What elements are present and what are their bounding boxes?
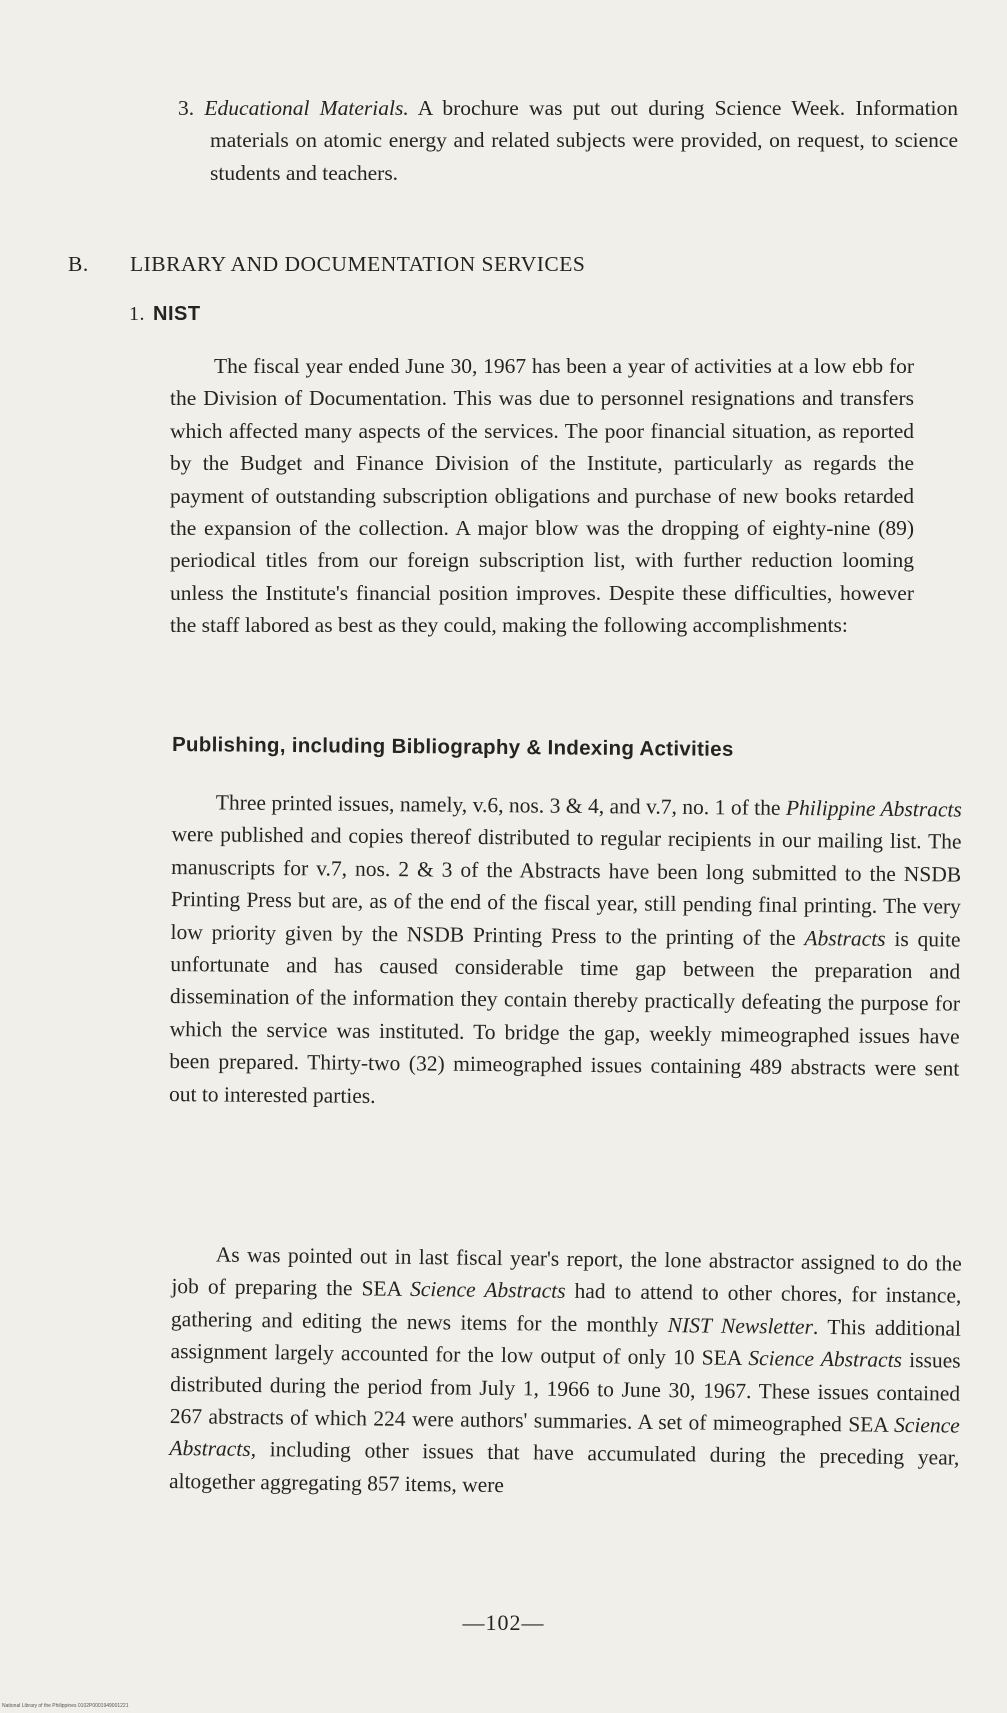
italic-title: Science Abstracts, [169,1412,960,1462]
item-title: Educational Materials. [204,96,409,120]
item-number: 3. [178,96,195,120]
item-text: A brochure was put out during Science Week. Information materials on atomic energy and related subjects were provided, on request, to science students and teachers. [210,96,959,185]
text-segment: As was pointed out in last fiscal year's report, the lone abstractor assigned to do the job of preparing the SEA [171,1242,962,1302]
subsection-title: NIST [153,303,201,325]
text-segment: including other issues that have accumulated during the preceding year, altogether aggregating 857 items, were [168,1437,960,1497]
text-segment: Three printed issues, namely, v.6, nos. 3 & 4, and v.7, no. 1 of the [215,790,787,820]
text-segment: had to attend to other chores, for instance, gathering and editing the news items for the monthly [170,1279,962,1337]
paragraph-fiscal-year: The fiscal year ended June 30, 1967 has been a year of activities at a low ebb for the Division of Documentation. This was due to personnel resignations and transfers which affected many aspects of the services. The poor financial situation, as reported by the Budget and Finance Division of the Institute, particularly as regards the payment of outstanding subscription obligations and purchase of new books retarded the expansion of the collection. A major blow was the dropping of eighty-nine (89) periodical titles from our foreign subscription list, with further reduction looming unless the Institute's financial position improves. Despite these difficulties, however the staff labored as best as they could, making the following accomplishments: [170,354,914,638]
italic-title: Abstracts [804,925,886,951]
heading-publishing: Publishing, including Bibliography & Indexing Activities [171,733,734,761]
section-title: LIBRARY AND DOCUMENTATION SERVICES [130,252,586,276]
text-segment: were published and copies thereof distributed to regular recipients in our mailing list. The manuscripts for v.7, nos. 2 & 3 of the Abstracts have been long submitted to the NSDB Printing Press but are, as of the end of the fiscal year, still pending final printing. The very low priority given by the NSDB Printing Press to the printing of the [170,822,962,950]
section-heading-b [68,252,585,277]
italic-title: Philippine Abstracts [785,795,962,822]
italic-title: Science Abstracts [748,1346,903,1373]
text-segment: . This additional assignment largely accounted for the low output of only 10 SEA [170,1314,962,1371]
subsection-heading-nist [129,303,201,326]
paragraph-lone-abstractor [169,1238,962,1507]
subsection-number: 1. [129,303,145,325]
page-number: —102— [462,1610,545,1635]
paragraph-printed-issues [169,786,962,1118]
italic-title: NIST Newsletter [667,1312,814,1339]
text-segment: issues distributed during the period from July 1, 1966 to June 30, 1967. These issues contained 267 abstracts of which 224 were authors' summaries. A set of mimeographed SEA [169,1348,961,1437]
scan-footer-tag: National Library of the Philippines 0102P0001949001221 [2,1703,129,1709]
section-letter: B. [68,252,89,276]
item-3-educational-materials [178,92,958,189]
text-segment: is quite unfortunate and has caused considerable time gap between the preparation and dissemination of the information they contain thereby practically defeating the purpose for which the service was instituted. To bridge the gap, weekly mimeographed issues have been prepared. Thirty-two (32) mimeographed issues containing 489 abstracts were sent out to interested parties. [168,926,961,1108]
italic-title: Science Abstracts [409,1277,566,1304]
